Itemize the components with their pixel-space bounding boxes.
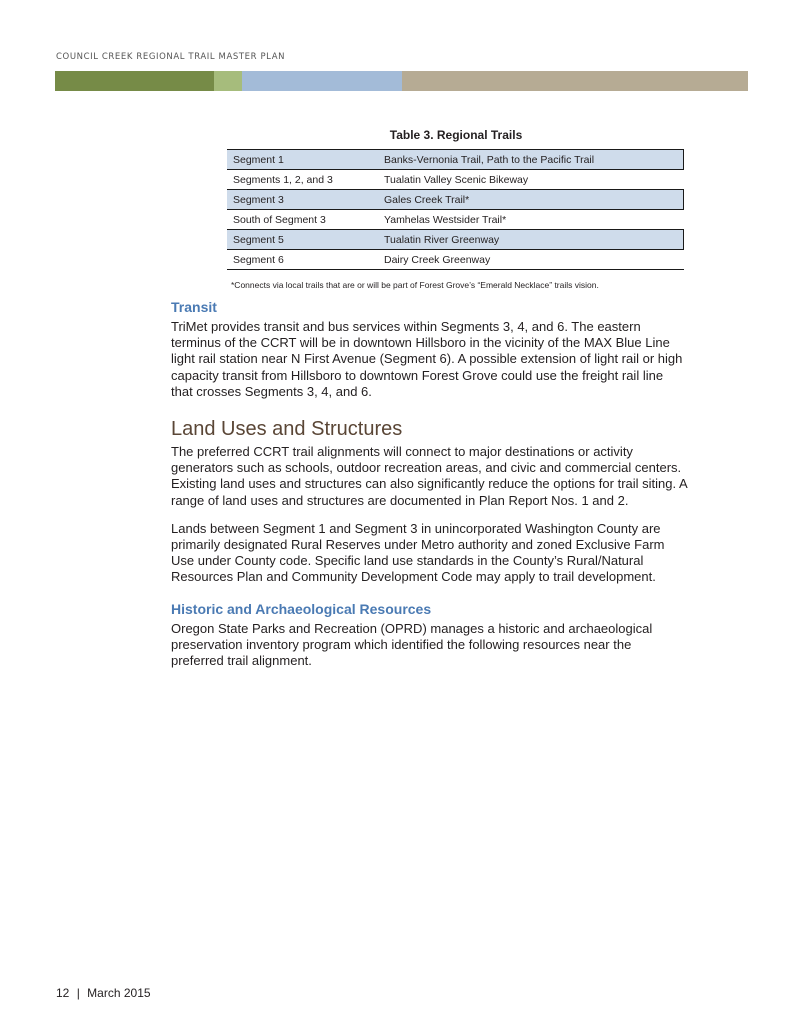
regional-trails-table-block <box>227 128 685 290</box>
text-line: that crosses Segments 3, 4, and 6. <box>171 383 372 399</box>
text-line: terminus of the CCRT will be in downtown Hillsboro in the vicinity of the MAX Blue Line <box>171 335 670 351</box>
trail-cell: Dairy Creek Greenway <box>378 250 684 270</box>
transit-paragraph <box>171 319 751 400</box>
segment-cell: South of Segment 3 <box>227 210 378 230</box>
footer-separator: | <box>76 986 80 1000</box>
regional-trails-table <box>227 149 684 270</box>
segment-cell: Segment 3 <box>227 190 378 210</box>
text-line: Oregon State Parks and Recreation (OPRD) manages a historic and archaeological <box>171 620 653 636</box>
text-line: primarily designated Rural Reserves under Metro authority and zoned Exclusive Farm <box>171 537 665 553</box>
trail-cell: Banks-Vernonia Trail, Path to the Pacific Trail <box>378 150 684 170</box>
text-line: generators such as schools, outdoor recreation areas, and civic and commercial centers. <box>171 460 682 476</box>
text-line: light rail station near N First Avenue (Segment 6). A possible extension of light rail or high <box>171 351 683 367</box>
text-line: The preferred CCRT trail alignments will connect to major destinations or activity <box>171 444 633 460</box>
historic-heading: Historic and Archaeological Resources <box>171 600 432 617</box>
segment-cell: Segment 6 <box>227 250 378 270</box>
table-row <box>227 170 684 190</box>
text-line: range of land uses and structures are documented in Plan Report Nos. 1 and 2. <box>171 492 629 508</box>
land-uses-paragraph-2 <box>171 521 751 586</box>
text-line: Resources Plan and Community Development Code may apply to trail development. <box>171 569 656 585</box>
segment-cell: Segment 5 <box>227 230 378 250</box>
table-row <box>227 230 684 250</box>
text-line: capacity transit from Hillsboro to downtown Forest Grove could use the freight rail line <box>171 367 664 383</box>
land-uses-heading: Land Uses and Structures <box>171 418 403 441</box>
page-number: 12 <box>56 986 70 1000</box>
historic-paragraph <box>171 621 751 670</box>
segment-cell: Segments 1, 2, and 3 <box>227 170 378 190</box>
running-header: COUNCIL CREEK REGIONAL TRAIL MASTER PLAN <box>56 52 286 62</box>
table-row <box>227 150 684 170</box>
table-row <box>227 250 684 270</box>
header-color-bar-segment-1 <box>55 71 214 91</box>
text-line: Use under County code. Specific land use standards in the County’s Rural/Natural <box>171 553 644 569</box>
text-line: Lands between Segment 1 and Segment 3 in unincorporated Washington County are <box>171 520 661 536</box>
text-line: preferred trail alignment. <box>171 653 312 669</box>
footer-date: March 2015 <box>87 986 151 1000</box>
main-content <box>171 299 751 669</box>
table-row <box>227 210 684 230</box>
trail-cell: Gales Creek Trail* <box>378 190 684 210</box>
table-row <box>227 190 684 210</box>
text-line: preservation inventory program which identified the following resources near the <box>171 636 632 652</box>
header-color-bar-segment-2 <box>214 71 242 91</box>
page-footer <box>56 986 151 1000</box>
table-title: Table 3. Regional Trails <box>389 128 523 142</box>
land-uses-paragraph-1 <box>171 444 751 509</box>
trail-cell: Tualatin River Greenway <box>378 230 684 250</box>
table-footnote: *Connects via local trails that are or will be part of Forest Grove’s “Emerald Necklace” trails vision. <box>231 280 599 290</box>
text-line: Existing land uses and structures can also significantly reduce the options for trail siting. A <box>171 476 688 492</box>
header-color-bar-segment-4 <box>402 71 748 91</box>
segment-cell: Segment 1 <box>227 150 378 170</box>
transit-heading: Transit <box>171 299 217 315</box>
trail-cell: Yamhelas Westsider Trail* <box>378 210 684 230</box>
text-line: TriMet provides transit and bus services within Segments 3, 4, and 6. The eastern <box>171 319 641 334</box>
trail-cell: Tualatin Valley Scenic Bikeway <box>378 170 684 190</box>
header-color-bar-segment-3 <box>242 71 402 91</box>
